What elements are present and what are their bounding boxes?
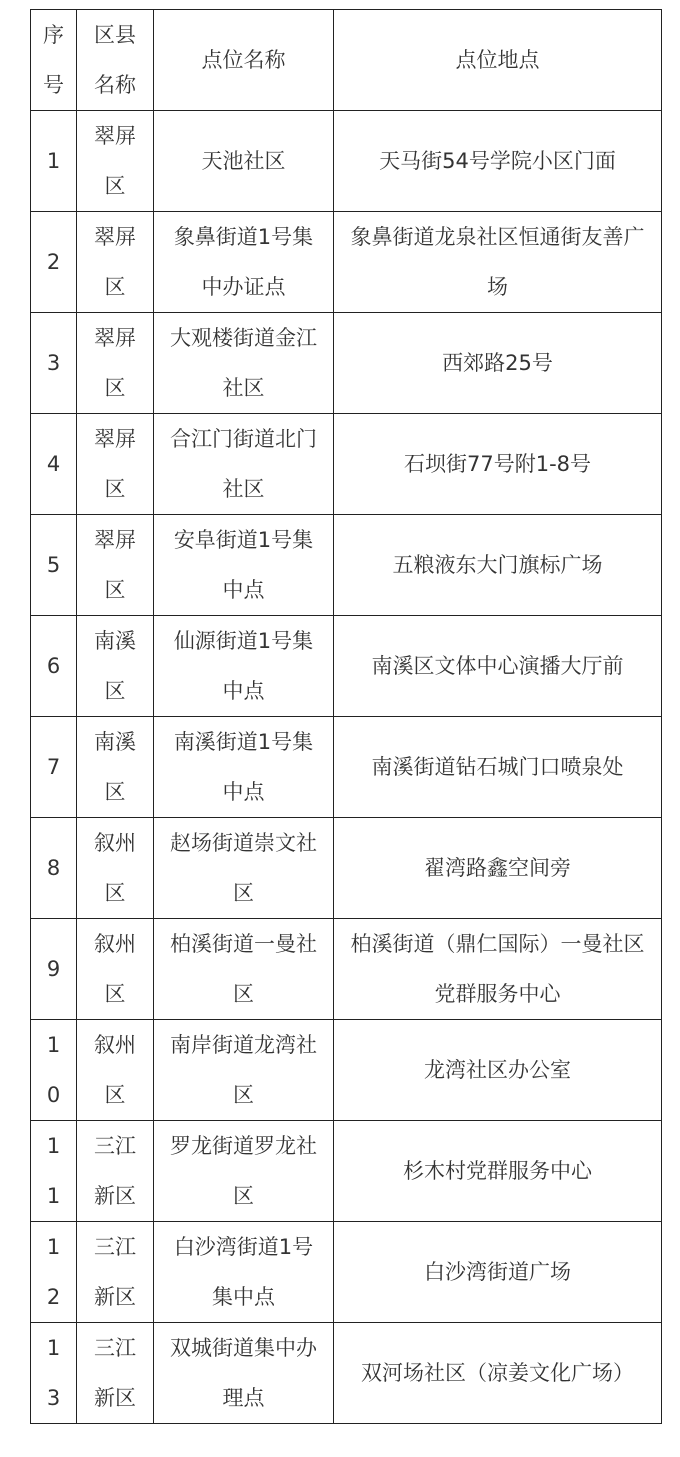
cell-index: 7 — [31, 717, 77, 818]
cell-index: 2 — [31, 212, 77, 313]
cell-district: 翠屏区 — [77, 515, 154, 616]
cell-district: 翠屏区 — [77, 212, 154, 313]
cell-district: 三江新区 — [77, 1222, 154, 1323]
cell-site-address: 白沙湾街道广场 — [334, 1222, 662, 1323]
cell-district: 南溪区 — [77, 616, 154, 717]
table-row — [31, 818, 662, 919]
table-row — [31, 212, 662, 313]
cell-district: 叙州区 — [77, 919, 154, 1020]
cell-site-name: 天池社区 — [154, 111, 334, 212]
cell-index: 13 — [31, 1323, 77, 1424]
cell-site-name: 安阜街道1号集中点 — [154, 515, 334, 616]
cell-site-address: 柏溪街道（鼎仁国际）一曼社区党群服务中心 — [334, 919, 662, 1020]
cell-site-name: 柏溪街道一曼社区 — [154, 919, 334, 1020]
table-row — [31, 1222, 662, 1323]
cell-district: 叙州区 — [77, 1020, 154, 1121]
table-row — [31, 111, 662, 212]
table-row — [31, 1121, 662, 1222]
cell-index: 4 — [31, 414, 77, 515]
cell-site-address: 南溪街道钻石城门口喷泉处 — [334, 717, 662, 818]
collection-sites-table — [30, 9, 662, 1424]
cell-district: 翠屏区 — [77, 313, 154, 414]
header-site-name: 点位名称 — [154, 10, 334, 111]
table-body — [31, 111, 662, 1424]
table-row — [31, 414, 662, 515]
cell-index: 8 — [31, 818, 77, 919]
cell-site-name: 白沙湾街道1号集中点 — [154, 1222, 334, 1323]
cell-site-name: 南岸街道龙湾社区 — [154, 1020, 334, 1121]
header-index: 序号 — [31, 10, 77, 111]
cell-site-name: 大观楼街道金江社区 — [154, 313, 334, 414]
cell-index: 6 — [31, 616, 77, 717]
cell-district: 南溪区 — [77, 717, 154, 818]
cell-site-address: 杉木村党群服务中心 — [334, 1121, 662, 1222]
cell-site-address: 双河场社区（凉姜文化广场） — [334, 1323, 662, 1424]
cell-district: 三江新区 — [77, 1323, 154, 1424]
cell-site-address: 天马街54号学院小区门面 — [334, 111, 662, 212]
cell-index: 9 — [31, 919, 77, 1020]
table-row — [31, 515, 662, 616]
cell-site-address: 象鼻街道龙泉社区恒通街友善广场 — [334, 212, 662, 313]
cell-index: 3 — [31, 313, 77, 414]
cell-site-name: 仙源街道1号集中点 — [154, 616, 334, 717]
cell-district: 叙州区 — [77, 818, 154, 919]
header-district: 区县名称 — [77, 10, 154, 111]
cell-index: 5 — [31, 515, 77, 616]
table-row — [31, 1020, 662, 1121]
table-row — [31, 717, 662, 818]
cell-site-address: 西郊路25号 — [334, 313, 662, 414]
cell-index: 1 — [31, 111, 77, 212]
cell-site-address: 翟湾路鑫空间旁 — [334, 818, 662, 919]
cell-site-name: 合江门街道北门社区 — [154, 414, 334, 515]
table-row — [31, 616, 662, 717]
cell-site-address: 龙湾社区办公室 — [334, 1020, 662, 1121]
cell-district: 翠屏区 — [77, 111, 154, 212]
table-row — [31, 313, 662, 414]
cell-district: 三江新区 — [77, 1121, 154, 1222]
cell-site-address: 五粮液东大门旗标广场 — [334, 515, 662, 616]
table-header-row — [31, 10, 662, 111]
cell-index: 10 — [31, 1020, 77, 1121]
header-site-address: 点位地点 — [334, 10, 662, 111]
cell-site-name: 南溪街道1号集中点 — [154, 717, 334, 818]
cell-site-name: 双城街道集中办理点 — [154, 1323, 334, 1424]
cell-index: 12 — [31, 1222, 77, 1323]
table-row — [31, 1323, 662, 1424]
cell-site-name: 罗龙街道罗龙社区 — [154, 1121, 334, 1222]
cell-site-name: 象鼻街道1号集中办证点 — [154, 212, 334, 313]
cell-index: 11 — [31, 1121, 77, 1222]
cell-site-address: 石坝街77号附1-8号 — [334, 414, 662, 515]
cell-district: 翠屏区 — [77, 414, 154, 515]
cell-site-name: 赵场街道崇文社区 — [154, 818, 334, 919]
cell-site-address: 南溪区文体中心演播大厅前 — [334, 616, 662, 717]
table-row — [31, 919, 662, 1020]
